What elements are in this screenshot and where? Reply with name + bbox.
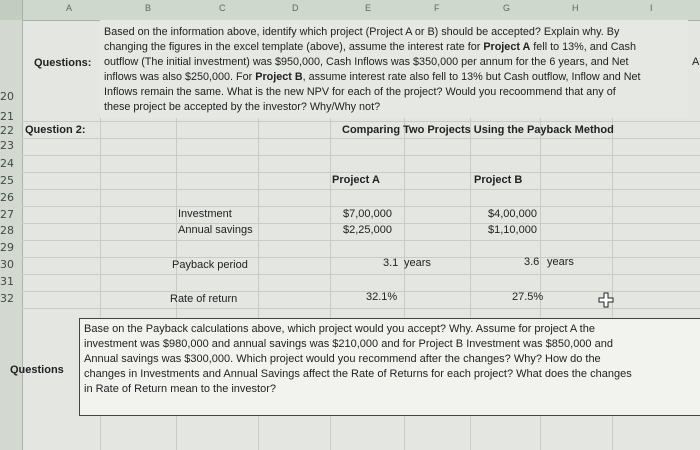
column-header-c[interactable]: C: [219, 3, 226, 13]
question-1-line-2: changing the figures in the excel template (above), assume the interest rate for Project A fell to 13%, and Cash: [104, 41, 636, 53]
question-1-line-5: Inflows remain the same. What is the new NPV for each of the project? Would you recoommend that any of: [104, 86, 616, 98]
payback-period-label: Payback period: [172, 259, 248, 271]
gridline: [22, 274, 700, 275]
column-header-b[interactable]: B: [145, 3, 152, 13]
row-number-21[interactable]: 21: [0, 110, 14, 123]
question-2-text-cell[interactable]: [79, 318, 700, 416]
question-2-line-3: Annual savings was $300,000. Which project would you recommend after the changes? Why? How do the: [84, 353, 601, 365]
row-number-28[interactable]: 28: [0, 224, 14, 237]
row-number-23[interactable]: 23: [0, 139, 14, 152]
gridline: [22, 155, 700, 156]
row-number-30[interactable]: 30: [0, 258, 14, 271]
crosshair-cursor-icon: [598, 292, 614, 308]
questions-label-bottom: Questions: [10, 364, 64, 376]
column-header-a[interactable]: A: [66, 3, 73, 13]
truncated-cell-text: A: [692, 56, 700, 68]
investment-a-cell[interactable]: $7,00,000: [343, 208, 392, 220]
row-number-32[interactable]: 32: [0, 292, 14, 305]
payback-a-unit[interactable]: years: [404, 257, 431, 269]
question-2-line-5: in Rate of Return mean to the investor?: [84, 383, 276, 395]
select-all-corner[interactable]: [0, 0, 23, 20]
ror-b-cell[interactable]: 27.5%: [512, 291, 544, 303]
question-1-line-1: Based on the information above, identify which project (Project A or B) should be accepted? Explain why. By: [104, 26, 620, 38]
gridline: [22, 189, 700, 190]
investment-label: Investment: [178, 208, 232, 220]
savings-a-cell[interactable]: $2,25,000: [343, 224, 392, 236]
question-1-line-4: inflows was also $250,000. For Project B, assume interest rate also fell to 13% but Cash outflow, Inflow and Net: [104, 71, 641, 83]
gridline: [22, 308, 700, 309]
question-2-line-4: changes in Investments and Annual Savings affect the Rate of Returns for each project? What does the changes: [84, 368, 632, 380]
row-number-29[interactable]: 29: [0, 241, 14, 254]
rate-of-return-label: Rate of return: [170, 293, 238, 305]
column-header-f[interactable]: F: [434, 3, 440, 13]
column-header-d[interactable]: D: [292, 3, 299, 13]
column-header-g[interactable]: G: [503, 3, 511, 13]
question-1-line-3: outflow (The initial investment) was $950,000, Cash Inflows was $350,000 per annum for the 6 years, and Net: [104, 56, 629, 68]
gridline: [22, 138, 700, 139]
row-number-22[interactable]: 22: [0, 124, 14, 137]
project-a-header: Project A: [332, 174, 380, 186]
row-number-27[interactable]: 27: [0, 208, 14, 221]
ror-a-cell[interactable]: 32.1%: [366, 291, 398, 303]
column-header-h[interactable]: H: [572, 3, 579, 13]
question-2-line-1: Base on the Payback calculations above, which project would you accept? Why. Assume for project A the: [84, 323, 595, 335]
question-1-line-6: these project be accepted by the investor? Why/Why not?: [104, 101, 381, 113]
gridline: [22, 257, 700, 258]
payback-b-cell[interactable]: 3.6: [524, 256, 540, 268]
column-header-e[interactable]: E: [365, 3, 372, 13]
question-2-title: Comparing Two Projects Using the Payback Method: [342, 124, 614, 136]
column-header-bar: [0, 0, 700, 21]
payback-a-cell[interactable]: 3.1: [383, 257, 399, 269]
question-2-line-2: investment was $980,000 and annual savings was $210,000 and for Project B Investment was $850,000 and: [84, 338, 613, 350]
payback-b-unit[interactable]: years: [547, 256, 574, 268]
row-number-25[interactable]: 25: [0, 174, 14, 187]
row-number-20[interactable]: 20: [0, 90, 14, 103]
row-number-31[interactable]: 31: [0, 275, 14, 288]
questions-label-top: Questions:: [34, 57, 92, 69]
row-number-26[interactable]: 26: [0, 191, 14, 204]
annual-savings-label: Annual savings: [178, 224, 253, 236]
investment-b-cell[interactable]: $4,00,000: [488, 208, 537, 220]
savings-b-cell[interactable]: $1,10,000: [488, 224, 537, 236]
project-b-header: Project B: [474, 174, 523, 186]
column-header-i[interactable]: I: [650, 3, 653, 13]
question-2-label: Question 2:: [25, 124, 86, 136]
row-number-24[interactable]: 24: [0, 157, 14, 170]
gridline: [22, 240, 700, 241]
